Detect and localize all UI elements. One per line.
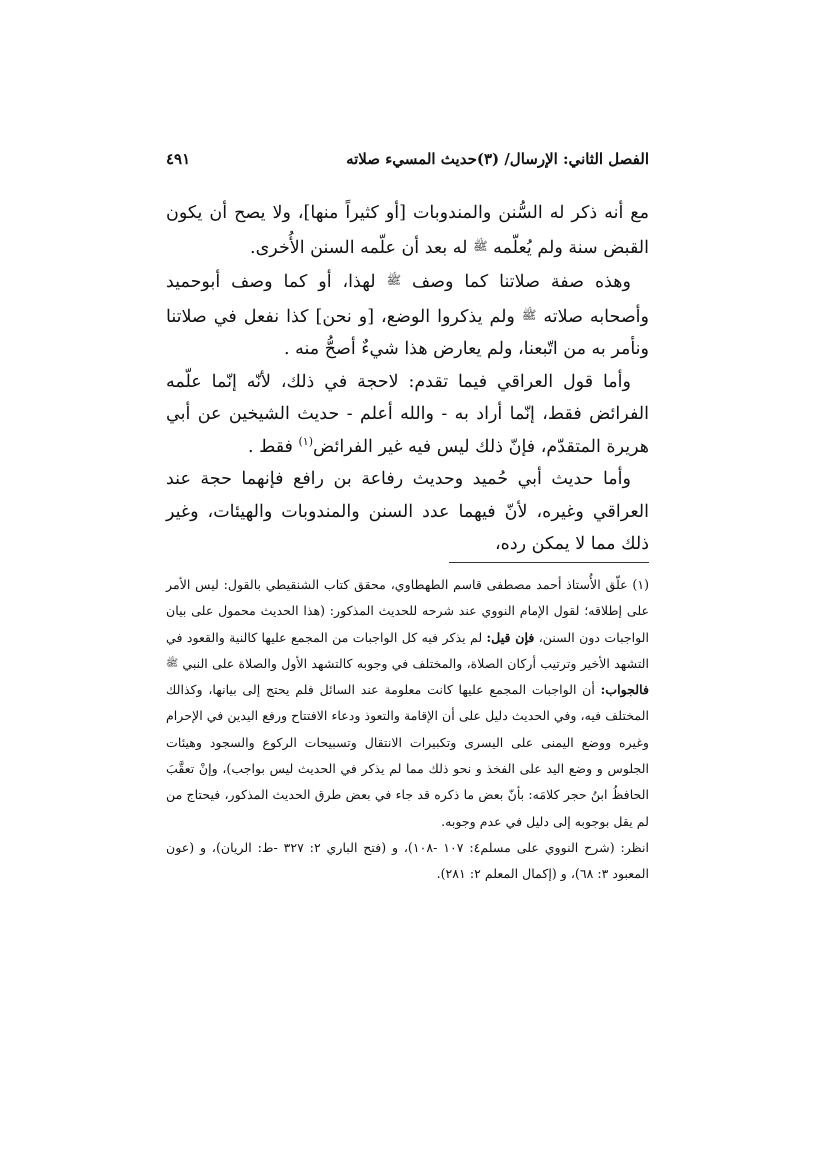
salawat-glyph: ﷺ (386, 273, 402, 287)
paragraph-4: وأما حديث أبي حُميد وحديث رفاعة بن رافع فإنهما حجة عند العراقي وغيره، لأنّ فيهما عدد السنن والمندوبات والهيئات، وغير ذلك مما لا يمكن رده، (166, 469, 649, 554)
footnotes (166, 572, 649, 888)
footnote-1: (١) علّق الأُستاذ أحمد مصطفى قاسم الطهطاوي، محقق كتاب الشنقيطي بالقول: ليس الأمر على إطلاقه؛ لقول الإمام النووي عند شرحه للحديث المذكور: (هذا الحديث محمول على بيان الواجبات دون السنن، فإن قيل: لم يذكر فيه كل الواجبات من المجمع عليها كالنية والقعود في التشهد الأخير وترتيب أركان الصلاة، والمختلف في وجوبه كالتشهد الأول والصلاة على النبي ﷺ فالجواب: أن الواجبات المجمع عليها كانت معلومة عند السائل فلم يحتج إلى بيانها، وكذالك المختلف فيه، وفي الحديث دليل على أن الإقامة والتعوذ ودعاء الافتتاح ورفع اليدين في الإحرام وغيره ووضع اليمنى على اليسرى وتكبيرات الانتقال وتسبيحات الركوع والسجود وهيئات الجلوس و وضع اليد على الفخذ و نحو ذلك مما لم يذكر في الحديث ليس بواجب)، وإنْ تعقَّبَ الحافظُ ابنُ حجر كلامَه: بأنّ بعض ما ذكره قد جاء في بعض طرق الحديث المذكور، فيحتاج من لم يقل بوجوبه إلى دليل في عدم وجوبه. (166, 577, 650, 829)
paragraph-2: وهذه صفة صلاتنا كما وصف ﷺ لهذا، أو كما وصف أبوحميد وأصحابه صلاته ﷺ ولم يذكروا الوضع، [و نحن] كذا نفعل في صلاتنا ونأمر به من اتّبعنا، ولم يعارض هذا شيءٌ أصحُّ منه . (166, 272, 649, 359)
salawat-glyph: ﷺ (521, 307, 537, 322)
paragraph-3: وأما قول العراقي فيما تقدم: لاحجة في ذلك، لأنّه إنّما علّمه الفرائض فقط، إنّما أراد به - والله أعلم - حديث الشيخين عن أبي هريرة المتقدّم، فإنّ ذلك ليس فيه غير الفرائض$^{(١)}$ فقط . (166, 371, 649, 457)
main-text (166, 197, 649, 561)
footnote-references: انظر: (شرح النووي على مسلم٤: ١٠٧ -١٠٨)، و (فتح الباري ٢: ٣٢٧ -ط: الريان)، و (عون المعبود ٣: ٦٨)، و (إكمال المعلم ٢: ٢٨١). (166, 839, 649, 882)
footnote-divider (449, 562, 649, 563)
chapter-title: الفصل الثاني: الإرسال/ (٣)حديث المسيء صلاته (346, 150, 649, 168)
footnote-bold-question: فإن قيل: (486, 629, 535, 645)
page-number: ٤٩١ (166, 150, 191, 168)
running-header (166, 150, 649, 176)
salawat-glyph: ﷺ (166, 657, 179, 669)
footnote-marker[interactable]: (١) (298, 434, 314, 448)
salawat-glyph: ﷺ (473, 238, 488, 253)
footnote-bold-answer: فالجواب: (600, 682, 649, 698)
paragraph-1: مع أنه ذكر له السُّنن والمندوبات [أو كثيراً منها]، ولا يصح أن يكون القبض سنة ولم يُعلّمه ﷺ له بعد أن علّمه السنن الأُخرى. (166, 203, 649, 258)
